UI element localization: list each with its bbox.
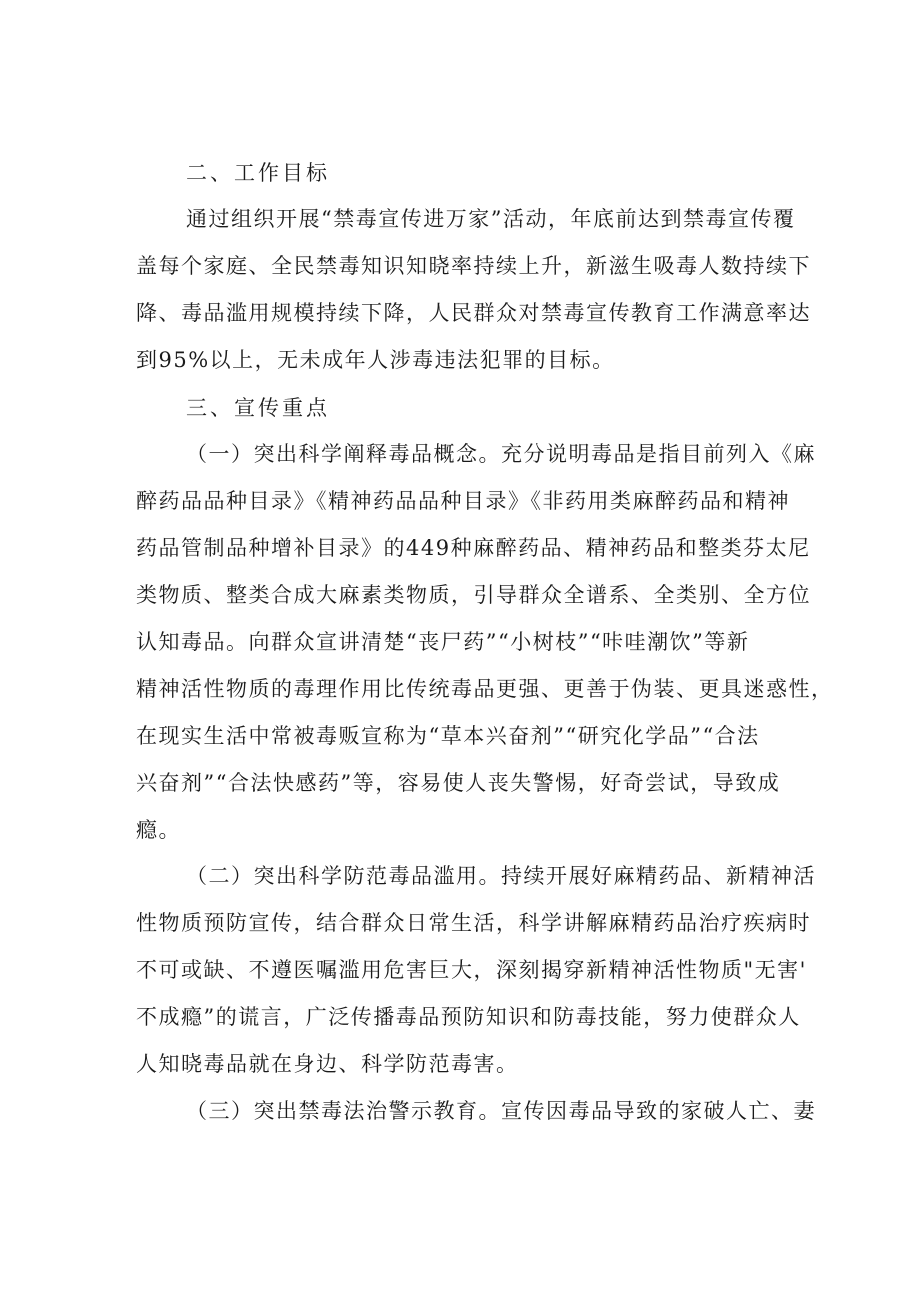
paragraph-line: 通过组织开展“禁毒宣传进万家”活动，年底前达到禁毒宣传覆 — [186, 207, 796, 231]
paragraph-line: （二）突出科学防范毒品滥用。持续开展好麻精药品、新精神活 — [186, 864, 816, 888]
paragraph-line: 认知毒品。向群众宣讲清楚“丧尸药”“小树枝”“咔哇潮饮”等新 — [136, 630, 750, 654]
paragraph-line: 盖每个家庭、全民禁毒知识知晓率持续上升，新滋生吸毒人数持续下 — [136, 254, 811, 278]
section-heading-work-goals: 二、工作目标 — [186, 161, 330, 185]
paragraph-line: 降、毒品滥用规模持续下降，人民群众对禁毒宣传教育工作满意率达 — [136, 301, 811, 325]
paragraph-line: 到95%以上，无未成年人涉毒违法犯罪的目标。 — [136, 348, 615, 372]
paragraph-line: 药品管制品种增补目录》的449种麻醉药品、精神药品和整类芬太尼 — [136, 536, 811, 560]
paragraph-line: 醉药品品种目录》《精神药品品种目录》《非药用类麻醉药品和精神 — [136, 489, 790, 513]
section-heading-publicity-focus: 三、宣传重点 — [186, 396, 330, 420]
paragraph-line: 不成瘾”的谎言，广泛传播毒品预防知识和防毒技能，努力使群众人 — [136, 1005, 801, 1029]
paragraph-line: 类物质、整类合成大麻素类物质，引导群众全谱系、全类别、全方位 — [136, 583, 811, 607]
paragraph-line: （一）突出科学阐释毒品概念。充分说明毒品是指目前列入《麻 — [186, 442, 816, 466]
paragraph-line: 瘾。 — [136, 818, 181, 842]
paragraph-line: （三）突出禁毒法治警示教育。宣传因毒品导致的家破人亡、妻 — [186, 1099, 816, 1123]
paragraph-line: 不可或缺、不遵医嘱滥用危害巨大，深刻揭穿新精神活性物质"无害' — [136, 958, 807, 982]
paragraph-line: 精神活性物质的毒理作用比传统毒品更强、更善于伪装、更具迷惑性， — [136, 677, 834, 701]
paragraph-line: 兴奋剂”“合法快感药”等，容易使人丧失警惕，好奇尝试，导致成 — [136, 771, 781, 795]
paragraph-line: 人知晓毒品就在身边、科学防范毒害。 — [136, 1052, 519, 1076]
paragraph-line: 在现实生活中常被毒贩宣称为“草本兴奋剂”“研究化学品”“合法 — [136, 724, 760, 748]
paragraph-line: 性物质预防宣传，结合群众日常生活，科学讲解麻精药品治疗疾病时 — [136, 911, 811, 935]
